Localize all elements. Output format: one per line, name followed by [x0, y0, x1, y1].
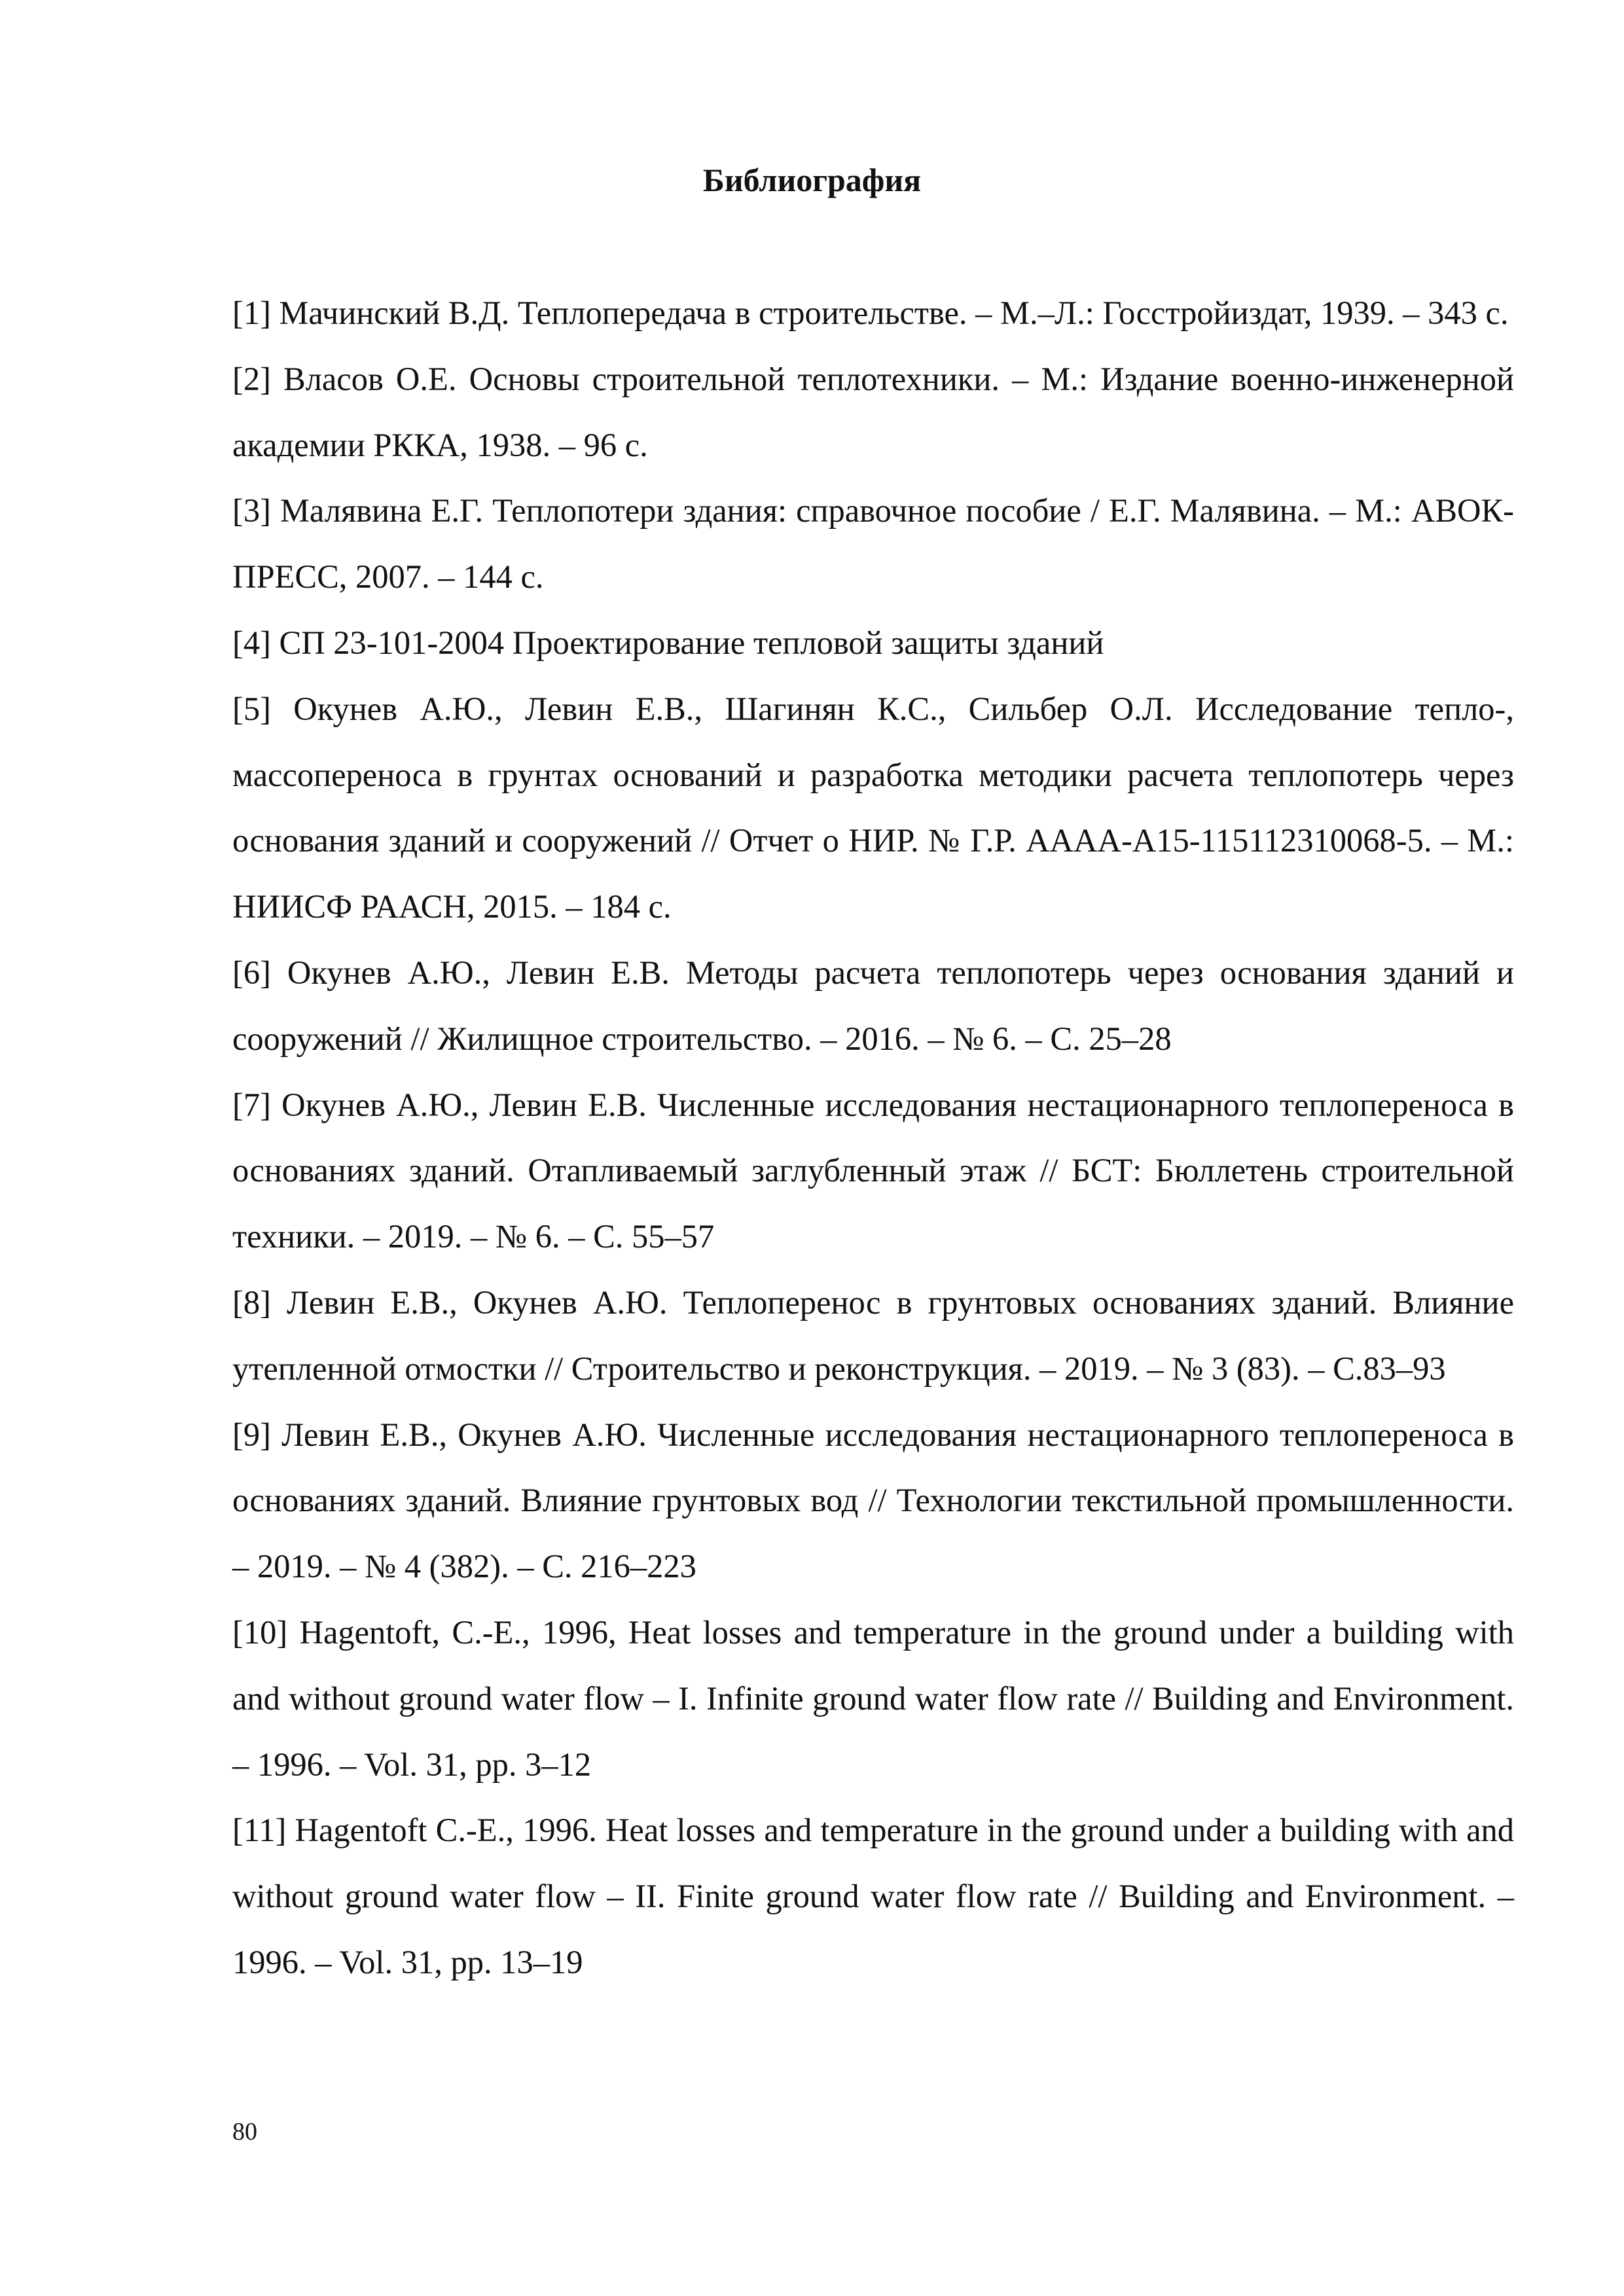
bibliography-entry: [3] Малявина Е.Г. Теплопотери здания: справочное пособие / Е.Г. Малявина. – М.: АВОК-ПРЕСС, 2007. – 144 с.	[232, 492, 1514, 596]
bibliography-entry: [1] Мачинский В.Д. Теплопередача в строительстве. – М.–Л.: Госстройиздат, 1939. – 343 с.	[232, 295, 1509, 331]
bibliography-entry: [4] СП 23-101-2004 Проектирование тепловой защиты зданий	[232, 624, 1104, 661]
bibliography-list	[232, 280, 1514, 1996]
bibliography-entry: [7] Окунев А.Ю., Левин Е.В. Численные исследования нестационарного теплопереноса в основаниях зданий. Отапливаемый заглубленный этаж // БСТ: Бюллетень строительной техники. – 2019. – № 6. – С. 55–57	[232, 1086, 1514, 1255]
bibliography-entry: [9] Левин Е.В., Окунев А.Ю. Численные исследования нестационарного теплопереноса в основаниях зданий. Влияние грунтовых вод // Технологии текстильной промышленности. – 2019. – № 4 (382). – С. 216–223	[232, 1416, 1514, 1585]
bibliography-entry: [2] Власов О.Е. Основы строительной теплотехники. – М.: Издание военно-инженерной академии РККА, 1938. – 96 с.	[232, 360, 1514, 463]
page-number: 80	[232, 2118, 257, 2145]
bibliography-entry: [10] Hagentoft, C.-E., 1996, Heat losses and temperature in the ground under a building with and without ground water flow – I. Infinite ground water flow rate // Building and Environment. – 1996. – Vol. 31, pp. 3–12	[232, 1613, 1514, 1783]
page-title: Библиография	[702, 162, 922, 198]
bibliography-entry: [6] Окунев А.Ю., Левин Е.В. Методы расчета теплопотерь через основания зданий и сооружений // Жилищное строительство. – 2016. – № 6. – С. 25–28	[232, 954, 1514, 1057]
bibliography-entry: [8] Левин Е.В., Окунев А.Ю. Теплоперенос в грунтовых основаниях зданий. Влияние утепленной отмостки // Строительство и реконструкция. – 2019. – № 3 (83). – С.83–93	[232, 1283, 1514, 1387]
bibliography-entry: [11] Hagentoft C.-E., 1996. Heat losses and temperature in the ground under a building with and without ground water flow – II. Finite ground water flow rate // Building and Environment. – 1996. – Vol. 31, pp. 13–19	[232, 1812, 1514, 1981]
bibliography-entry: [5] Окунев А.Ю., Левин Е.В., Шагинян К.С., Сильбер О.Л. Исследование тепло-, массопереноса в грунтах оснований и разработка методики расчета теплопотерь через основания зданий и сооружений // Отчет о НИР. № Г.Р. АААА-А15-115112310068-5. – М.: НИИСФ РААСН, 2015. – 184 с.	[232, 690, 1514, 925]
